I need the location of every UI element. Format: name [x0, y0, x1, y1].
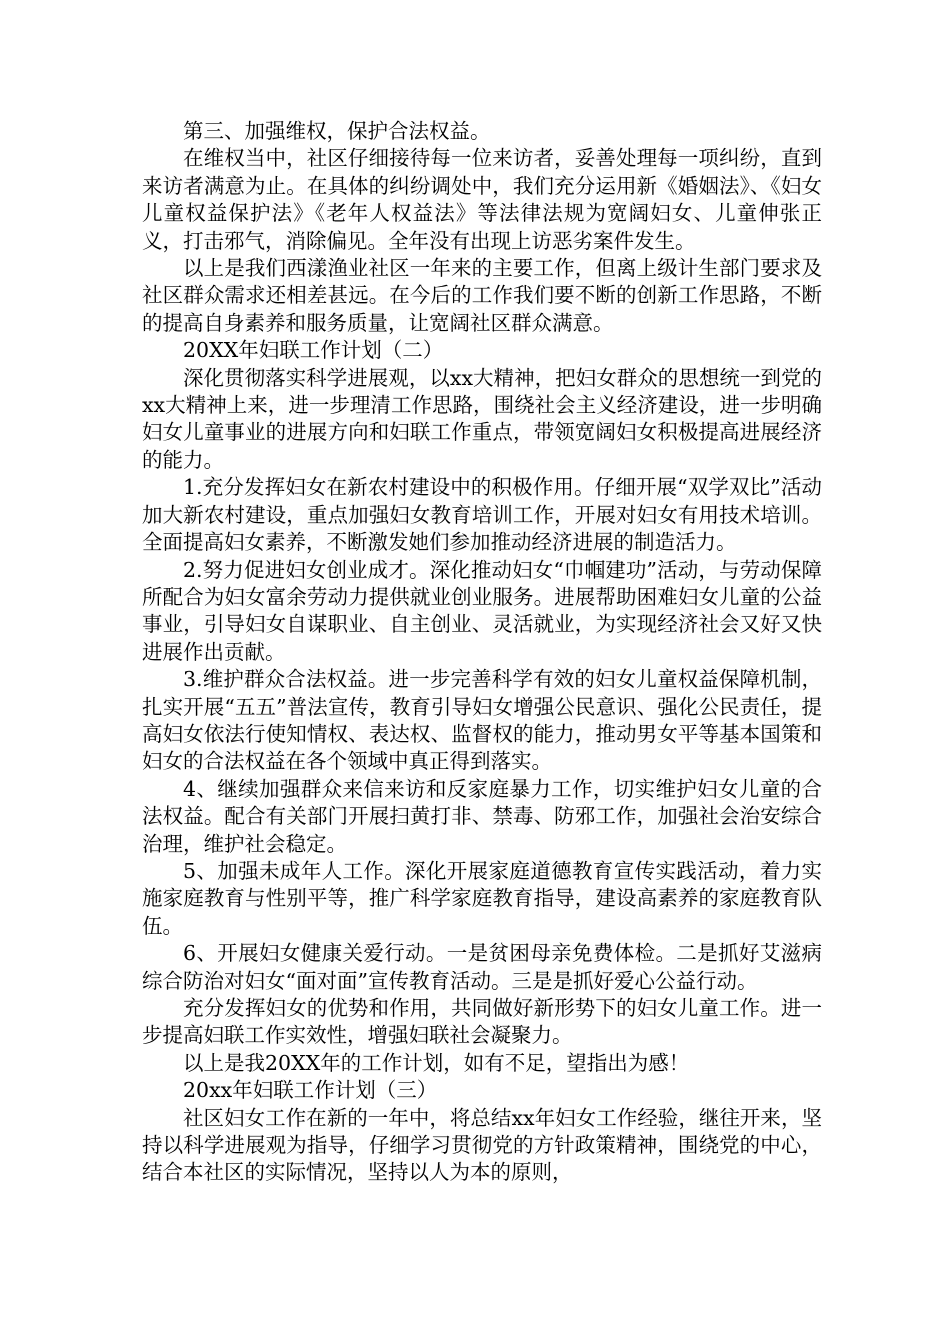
paragraph-intro-two: 深化贯彻落实科学进展观，以xx大精神，把妇女群众的思想统一到党的xx大精神上来，进一步理清工作思路，围绕社会主义经济建设，进一步明确妇女儿童事业的进展方向和妇联工作重点，带领宽阔妇女积极提高进展经济的能力。 — [142, 365, 822, 472]
plan-title-three: 20xx年妇联工作计划（三） — [183, 1078, 438, 1103]
plan-item-4: 4、继续加强群众来信来访和反家庭暴力工作，切实维护妇女儿童的合法权益。配合有关部门开展扫黄打非、禁毒、防邪工作，加强社会治安综合治理，维护社会稳定。 — [142, 776, 822, 856]
plan-item-5: 5、加强未成年人工作。深化开展家庭道德教育宣传实践活动，着力实施家庭教育与性别平等，推广科学家庭教育指导，建设高素养的家庭教育队伍。 — [142, 858, 822, 938]
plan-item-1: 1.充分发挥妇女在新农村建设中的积极作用。仔细开展“双学双比”活动加大新农村建设，重点加强妇女教育培训工作，开展对妇女有用技术培训。全面提高妇女素养，不断激发她们参加推动经济进展的制造活力。 — [142, 475, 822, 555]
plan-item-3: 3.维护群众合法权益。进一步完善科学有效的妇女儿童权益保障机制，扎实开展“五五”普法宣传，教育引导妇女增强公民意识、强化公民责任，提高妇女依法行使知情权、表达权、监督权的能力，推动男女平等基本国策和妇女的合法权益在各个领域中真正得到落实。 — [142, 667, 822, 774]
section-heading-rights: 第三、加强维权，保护合法权益。 — [183, 119, 491, 143]
paragraph-rights-work: 在维权当中，社区仔细接待每一位来访者，妥善处理每一项纠纷，直到来访者满意为止。在具体的纠纷调处中，我们充分运用新《婚姻法》、《妇女儿童权益保护法》《老年人权益法》等法律法规为宽阔妇女、儿童伸张正义，打击邪气，消除偏见。全年没有出现上访恶劣案件发生。 — [142, 146, 822, 253]
paragraph-intro-three: 社区妇女工作在新的一年中，将总结xx年妇女工作经验，继往开来，坚持以科学进展观为指导，仔细学习贯彻党的方针政策精神，围绕党的中心，结合本社区的实际情况，坚持以人为本的原则， — [142, 1105, 822, 1185]
plan-title-two: 20XX年妇联工作计划（二） — [183, 338, 444, 363]
plan-item-2: 2.努力促进妇女创业成才。深化推动妇女“巾帼建功”活动，与劳动保障所配合为妇女富余劳动力提供就业创业服务。进展帮助困难妇女儿童的公益事业，引导妇女自谋职业、自主创业、灵活就业，为实现经济社会又好又快进展作出贡献。 — [142, 557, 822, 664]
paragraph-summary: 以上是我们西漾渔业社区一年来的主要工作，但离上级计生部门要求及社区群众需求还相差甚远。在今后的工作我们要不断的创新工作思路，不断的提高自身素养和服务质量，让宽阔社区群众满意。 — [142, 256, 822, 335]
plan-item-6: 6、开展妇女健康关爱行动。一是贫困母亲免费体检。二是抓好艾滋病综合防治对妇女“面对面”宣传教育活动。三是是抓好爱心公益行动。 — [142, 941, 822, 993]
paragraph-conclusion: 充分发挥妇女的优势和作用，共同做好新形势下的妇女儿童工作。进一步提高妇联工作实效性，增强妇联社会凝聚力。 — [142, 996, 822, 1048]
document-page — [142, 118, 822, 1187]
paragraph-closing: 以上是我20XX年的工作计划，如有不足，望指出为感！ — [183, 1050, 690, 1075]
